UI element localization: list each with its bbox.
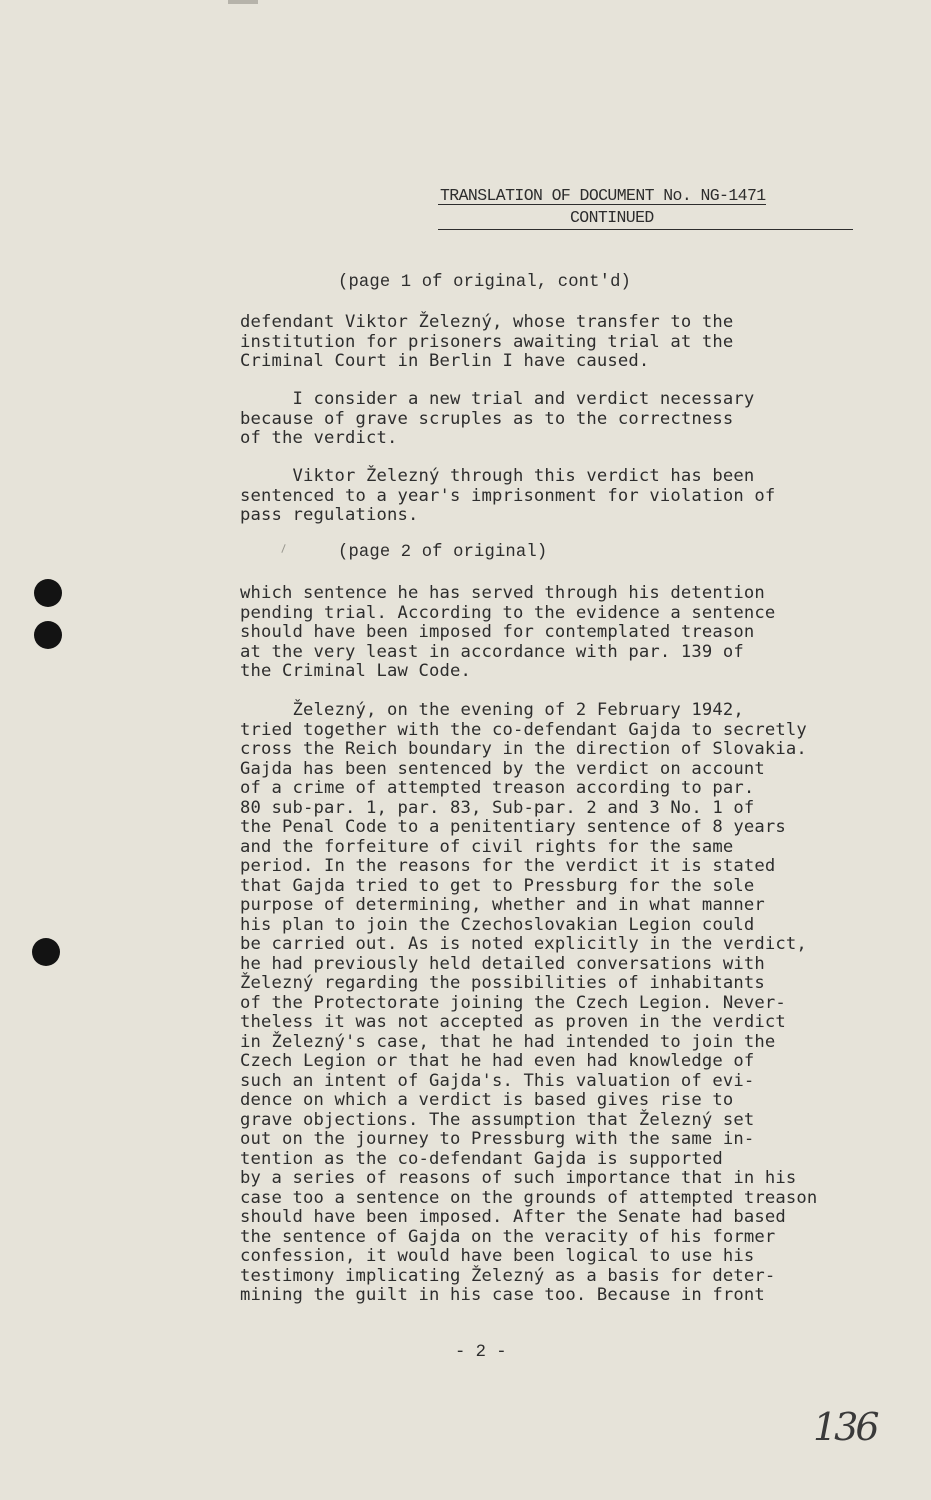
binder-hole-2 [34,621,62,649]
paragraph-2: I consider a new trial and verdict necessary because of grave scruples as to the correctness of the verdict. [240,389,755,448]
header-rule [438,229,853,230]
top-edge-mark [228,0,258,4]
paragraph-1: defendant Viktor Železný, whose transfer to the institution for prisoners awaiting trial at the Criminal Court in Berlin I have caused. [240,312,734,371]
paragraph-5: Železný, on the evening of 2 February 1942, tried together with the co-defendant Gajda to secretly cross the Reich boundary in the direction of Slovakia. Gajda has been sentenced by the verdict on account of a crime of attempted treason according to par. 80 sub-par. 1, par. 83, Sub-par. 2 and 3 No. 1 of the Penal Code to a penitentiary sentence of 8 years and the forfeiture of civil rights for the same period. In the reasons for the verdict it is stated that Gajda tried to get to Pressburg for the sole purpose of determining, whether and in what manner his plan to join the Czechoslovakian Legion could be carried out. As is noted explicitly in the verdict, he had previously held detailed conversations with Železný regarding the possibilities of inhabitants of the Protectorate joining the Czech Legion. Never- theless it was not accepted as proven in the verdict in Železný's case, that he had intended to join the Czech Legion or that he had even had knowledge of such an intent of Gajda's. This valuation of evi- dence on which a verdict is based gives rise to grave objections. The assumption that Železný set out on the journey to Pressburg with the same in- tention as the co-defendant Gajda is supported by a series of reasons of such importance that in his case too a sentence on the grounds of attempted treason should have been imposed. After the Senate had based the sentence of Gajda on the veracity of his former confession, it would have been logical to use his testimony implicating Železný as a basis for deter- mining the guilt in his case too. Because in front [240,700,818,1305]
pencil-tick-mark [281,544,285,553]
document-header [438,186,854,230]
header-subtitle: CONTINUED [570,208,654,227]
page-number: - 2 - [455,1343,507,1362]
paragraph-4: which sentence he has served through his detention pending trial. According to the evidence a sentence should have been imposed for contemplated treason at the very least in accordance with par. 139 of the Criminal Law Code. [240,583,776,681]
binder-hole-1 [34,579,62,607]
page-note-1: (page 1 of original, cont'd) [338,273,631,292]
paragraph-3: Viktor Železný through this verdict has been sentenced to a year's imprisonment for violation of pass regulations. [240,466,776,525]
binder-hole-3 [32,938,60,966]
header-title: TRANSLATION OF DOCUMENT No. NG-1471 [440,186,766,205]
handwritten-page-number: 136 [813,1405,877,1449]
page-note-2: (page 2 of original) [338,543,548,562]
